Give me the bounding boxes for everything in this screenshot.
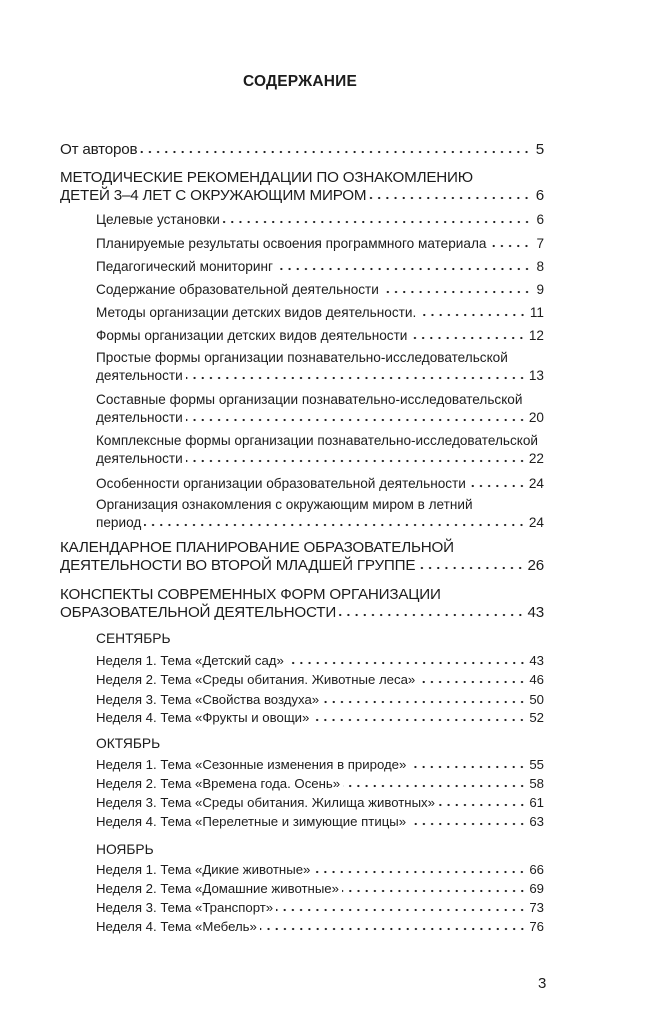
dot-leader [186,453,526,463]
toc-entry-title: Неделя 2. Тема «Домашние животные» [96,881,339,896]
dot-leader [312,712,526,722]
toc-page-number: 6 [535,186,544,204]
toc-entry-title: Неделя 1. Тема «Дикие животные» [96,862,311,877]
toc-entry-title: Методы организации детских видов деятельности. [96,305,417,320]
toc-entry-title: Неделя 3. Тема «Свойства воздуха» [96,692,320,707]
toc-entry-title: ОБРАЗОВАТЕЛЬНОЙ ДЕЯТЕЛЬНОСТИ [60,603,337,621]
toc-entry [96,211,544,229]
dot-leader [342,883,526,893]
toc-page-number: 22 [528,451,544,466]
toc-entry [96,756,544,774]
dot-leader [313,864,526,874]
dot-leader [369,190,531,200]
toc-page-number: 73 [529,900,544,915]
toc-month-heading [96,630,580,648]
toc-month-heading [96,735,580,753]
toc-entry [96,861,544,879]
toc-page-number: 8 [536,259,544,274]
toc-page-number: 66 [529,862,544,877]
toc-entry [96,880,544,898]
toc-page-number: 50 [529,692,544,707]
toc-entry-title: Неделя 4. Тема «Мебель» [96,919,257,934]
dot-leader [276,902,526,912]
toc-page-number: 63 [529,814,544,829]
toc-entry-title: Неделя 3. Тема «Транспорт» [96,900,274,915]
dot-leader [469,478,526,488]
toc-entry-title: деятельности [96,368,183,383]
toc-entry-title: Неделя 3. Тема «Среды обитания. Жилища животных» [96,795,435,810]
toc-entry-title: КОНСПЕКТЫ СОВРЕМЕННЫХ ФОРМ ОРГАНИЗАЦИИ [60,586,441,603]
toc-entry-title: Неделя 2. Тема «Среды обитания. Животные леса» [96,672,416,687]
dot-leader [419,307,527,317]
toc-entry [60,141,544,159]
dot-leader [489,238,531,248]
toc-page-number: 7 [536,236,544,251]
dot-leader [382,284,531,294]
toc-page-number: 9 [536,282,544,297]
toc-entry-title: Простые формы организации познавательно-исследовательской [96,350,508,365]
dot-leader [186,370,526,380]
toc-page-number: 43 [527,603,544,621]
toc-entry [96,432,544,468]
toc-page-number: 43 [529,653,544,668]
toc-entry [96,652,544,670]
toc-page-number: 12 [528,328,544,343]
toc-entry-title: Неделя 4. Тема «Перелетные и зимующие птицы» [96,814,407,829]
toc-page-number: 52 [529,710,544,725]
toc-entry [96,475,544,493]
toc-entry-title: Неделя 1. Тема «Сезонные изменения в природе» [96,757,407,772]
toc-entry-title: Неделя 4. Тема «Фрукты и овощи» [96,710,310,725]
toc-page-number: 46 [529,672,544,687]
toc-entry [96,391,544,427]
toc-entry [96,258,544,276]
toc-page-number: 5 [535,141,544,158]
dot-leader [260,921,526,931]
toc-entry [96,671,544,689]
toc-entry-title: деятельности [96,451,183,466]
toc-page-number: 58 [529,776,544,791]
toc-entry-title: ДЕТЕЙ 3–4 ЛЕТ С ОКРУЖАЮЩИМ МИРОМ [60,186,367,204]
dot-leader [343,778,526,788]
dot-leader [287,655,527,665]
toc-entry [96,709,544,727]
toc-page-number: 69 [529,881,544,896]
toc-entry-title: Комплексные формы организации познавательно-исследовательской [96,433,539,448]
toc-entry-title: ДЕЯТЕЛЬНОСТИ ВО ВТОРОЙ МЛАДШЕЙ ГРУППЕ [60,556,416,574]
toc-entry-title: Неделя 2. Тема «Времена года. Осень» [96,776,341,791]
dot-leader [409,816,526,826]
dot-leader [418,674,526,684]
toc-page-number: 24 [528,476,544,491]
toc-entry-title: Целевые установки [96,212,220,227]
toc-entry [96,775,544,793]
toc-entry [96,794,544,812]
dot-leader [140,144,531,154]
toc-page-number: 24 [528,515,544,530]
toc-entry-title: Содержание образовательной деятельности [96,282,379,297]
toc-entry-title: От авторов [60,141,138,158]
toc-entry-title: деятельности [96,410,183,425]
toc-entry-title: Планируемые результаты освоения программного материала [96,236,487,251]
toc-entry [96,327,544,345]
dot-leader [339,607,524,617]
toc-page-number: 55 [529,757,544,772]
toc-entry-title: Составные формы организации познавательно-исследовательской [96,392,523,407]
toc-entry-title: НОЯБРЬ [96,842,154,857]
dot-leader [322,694,526,704]
toc-entry [60,169,544,204]
toc-entry [96,235,544,253]
toc-entry-title: СЕНТЯБРЬ [96,631,171,646]
toc-page-number: 11 [529,305,544,320]
toc-page-number: 20 [528,410,544,425]
toc-page-number: 13 [528,368,544,383]
dot-leader [186,412,526,422]
toc-entry-title: Педагогический мониторинг [96,259,273,274]
dot-leader [409,759,526,769]
toc-month-heading [96,841,580,859]
dot-leader [276,261,531,271]
toc-heading: СОДЕРЖАНИЕ [242,73,358,90]
dot-leader [438,797,526,807]
dot-leader [410,330,525,340]
toc-entry-title: период [96,515,142,530]
toc-entry-title: КАЛЕНДАРНОЕ ПЛАНИРОВАНИЕ ОБРАЗОВАТЕЛЬНОЙ [60,539,454,556]
toc-entry [96,304,544,322]
toc-page-number: 76 [529,919,544,934]
toc-entry-title: Неделя 1. Тема «Детский сад» [96,653,284,668]
toc-entry-title: Особенности организации образовательной деятельности [96,476,466,491]
toc-entry [60,586,544,621]
toc-page-number: 61 [529,795,544,810]
toc-entry-title: ОКТЯБРЬ [96,736,161,751]
toc-entry-title: МЕТОДИЧЕСКИЕ РЕКОМЕНДАЦИИ ПО ОЗНАКОМЛЕНИЮ [60,169,473,186]
toc-entry [96,496,544,532]
toc-entry [96,281,544,299]
dot-leader [223,214,531,224]
toc-entry-title: Формы организации детских видов деятельности [96,328,408,343]
page-number: 3 [538,975,547,992]
dot-leader [418,560,524,570]
toc-entry [96,349,544,385]
toc-entry-title: Организация ознакомления с окружающим миром в летний [96,497,473,512]
toc-page-number: 26 [527,556,544,574]
toc-entry [60,539,544,574]
toc-page-number: 6 [536,212,544,227]
toc-entry [96,899,544,917]
toc-entry [96,918,544,936]
toc-entry [96,813,544,831]
toc-entry [96,691,544,709]
dot-leader [144,517,526,527]
